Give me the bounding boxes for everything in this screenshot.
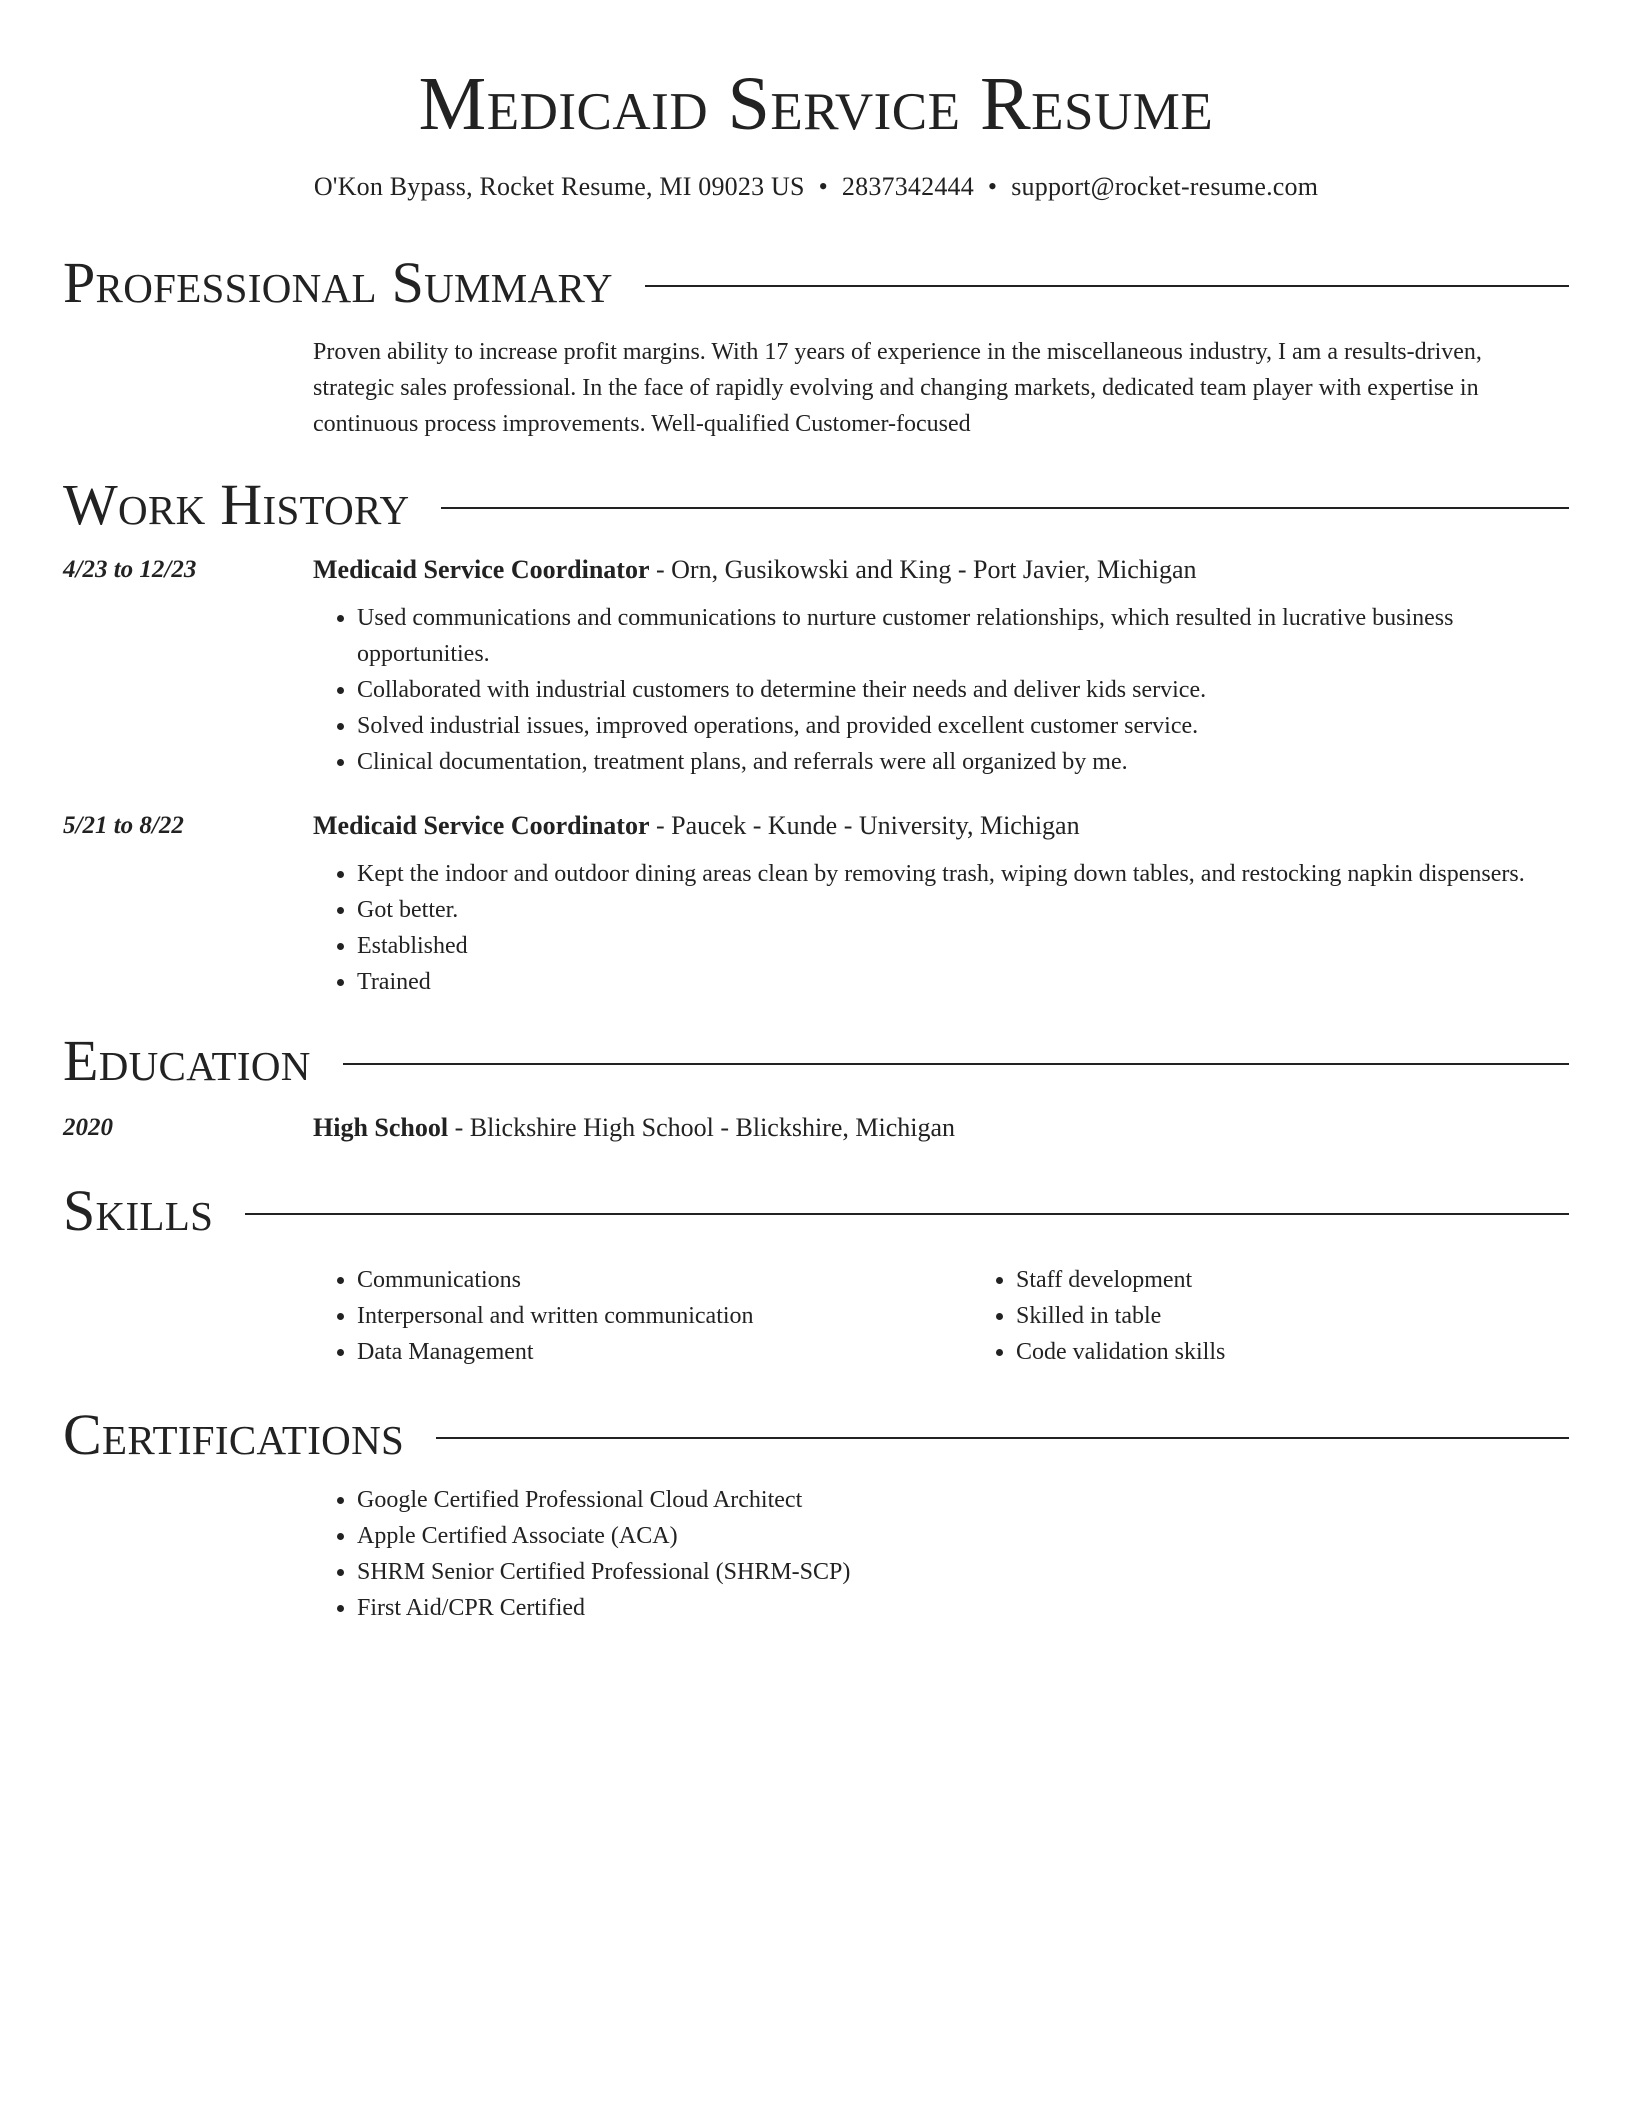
contact-phone: 2837342444 [841,172,974,201]
list-item: • Skilled in table [1016,1298,1569,1334]
section-heading: Education [63,1028,311,1093]
certifications-list [313,1482,1569,1626]
section-heading: Certifications [63,1402,405,1467]
contact-separator: • [987,172,998,201]
section-education [63,1026,1569,1146]
education-body [313,1110,1569,1146]
contact-separator: • [818,172,828,201]
section-heading: Skills [63,1178,214,1243]
skills-row [63,1246,1569,1370]
list-item: • Got better. [357,892,1569,928]
job-entry [63,808,1569,1000]
certifications-row [63,1470,1569,1626]
contact-address: O'Kon Bypass, Rocket Resume, MI 09023 US [313,172,805,201]
certifications-left-spacer [63,1470,313,1626]
job-title: Medicaid Service Coordinator [313,811,650,840]
summary-row [63,318,1569,442]
section-professional-summary [63,248,1569,442]
section-divider [245,1213,1569,1215]
list-item: • Used communications and communications to nurture customer relationships, which resulted in lucrative business opportunities. [357,600,1569,672]
job-bullets [313,856,1569,1000]
job-bullets [313,600,1569,780]
list-item: • Apple Certified Associate (ACA) [357,1518,1569,1554]
job-dates: 5/21 to 8/22 [63,812,184,839]
list-item: • Google Certified Professional Cloud Architect [357,1482,1569,1518]
list-item: • Staff development [1016,1262,1569,1298]
skills-column-2 [972,1262,1569,1370]
job-entry [63,552,1569,780]
certifications-body [313,1470,1569,1626]
job-employer: - Orn, Gusikowski and King - Port Javier, Michigan [649,555,1197,584]
section-certifications [63,1400,1569,1626]
list-item: • Collaborated with industrial customers to determine their needs and deliver kids service. [357,672,1569,708]
section-divider [645,285,1569,287]
list-item: • Kept the indoor and outdoor dining areas clean by removing trash, wiping down tables, and restocking napkin dispensers. [357,856,1569,892]
contact-line [63,170,1569,204]
list-item: • Code validation skills [1016,1334,1569,1370]
list-item: • First Aid/CPR Certified [357,1590,1569,1626]
list-item: • Established [357,928,1569,964]
resume-title: Medicaid Service Resume [418,62,1214,146]
section-work-history [63,470,1569,1000]
skills-column-1 [313,1262,972,1370]
education-entry [63,1110,1569,1146]
section-header [63,1026,1569,1096]
list-item: • SHRM Senior Certified Professional (SHRM-SCP) [357,1554,1569,1590]
summary-text: Proven ability to increase profit margins. With 17 years of experience in the miscellaneous industry, I am a results-driven, strategic sales professional. In the face of rapidly evolving and changing markets, dedicated team player with expertise in continuous process improvements. Well-qualified Customer-focused [313,339,1482,437]
job-dates: 4/23 to 12/23 [63,556,197,583]
section-heading: Professional Summary [63,250,613,315]
contact-email: support@rocket-resume.com [1011,172,1319,201]
section-header [63,1400,1569,1470]
job-body [313,552,1569,780]
summary-left-spacer [63,318,313,442]
education-degree: High School [313,1113,449,1142]
section-header [63,1176,1569,1246]
list-item: • Interpersonal and written communication [357,1298,972,1334]
section-divider [343,1063,1569,1065]
skills-left-spacer [63,1246,313,1370]
list-item: • Trained [357,964,1569,1000]
section-divider [436,1437,1569,1439]
job-heading [313,808,1569,844]
skills-grid [313,1262,1569,1370]
job-employer: - Paucek - Kunde - University, Michigan [649,811,1080,840]
list-item: • Solved industrial issues, improved operations, and provided excellent customer service. [357,708,1569,744]
section-header [63,248,1569,318]
job-title: Medicaid Service Coordinator [313,555,650,584]
education-school: - Blickshire High School - Blickshire, Michigan [448,1113,956,1142]
job-body [313,808,1569,1000]
section-divider [441,507,1569,509]
list-item: • Clinical documentation, treatment plans, and referrals were all organized by me. [357,744,1569,780]
section-header [63,470,1569,540]
job-heading [313,552,1569,588]
list-item: • Communications [357,1262,972,1298]
list-item: • Data Management [357,1334,972,1370]
section-heading: Work History [63,472,410,537]
section-skills [63,1176,1569,1370]
education-year: 2020 [63,1114,113,1141]
